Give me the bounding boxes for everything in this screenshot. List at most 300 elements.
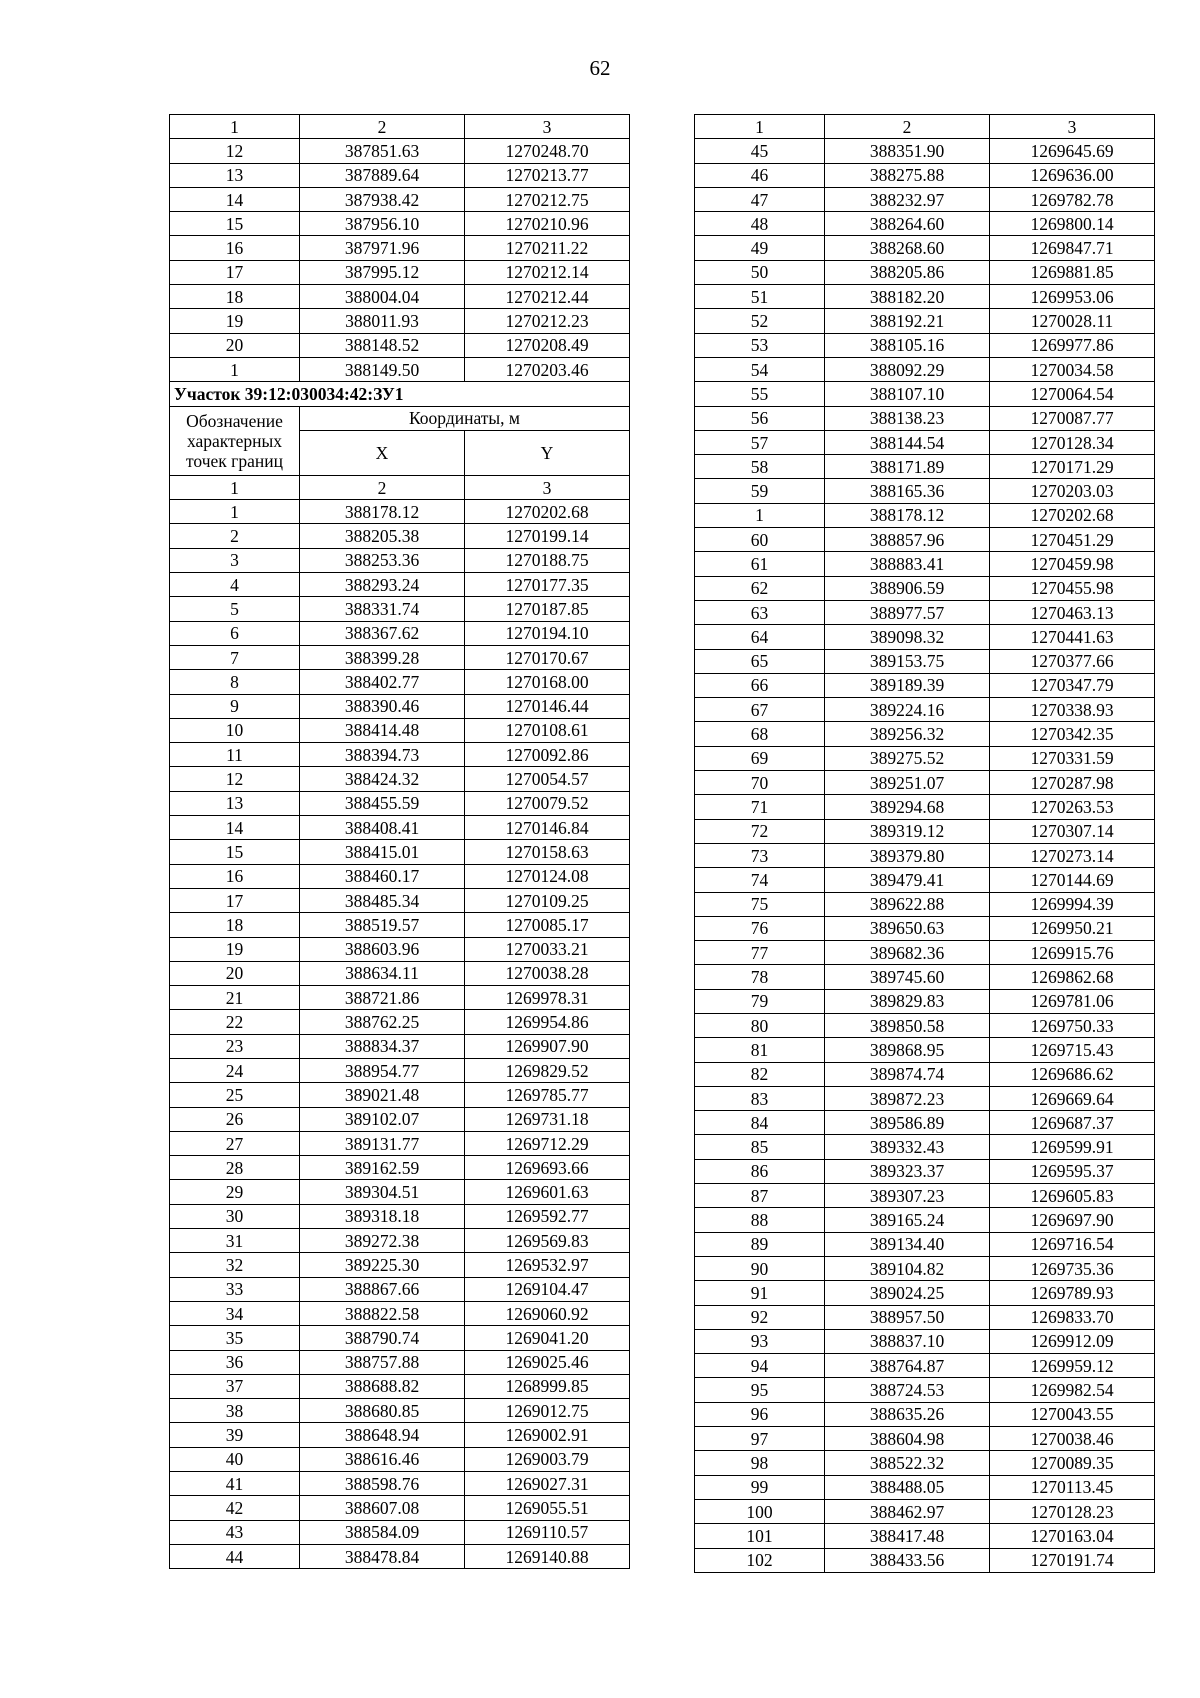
- table-row: [170, 986, 630, 1010]
- y-coordinate-cell: 1269636.00: [990, 163, 1155, 187]
- x-coordinate-cell: 388205.38: [300, 524, 465, 548]
- point-number-cell: 2: [170, 524, 300, 548]
- column-number-cell: 1: [695, 115, 825, 139]
- point-number-cell: 11: [170, 743, 300, 767]
- x-coordinate-cell: 388275.88: [825, 163, 990, 187]
- table-row: [170, 1277, 630, 1301]
- point-number-cell: 64: [695, 625, 825, 649]
- table-row: [695, 1427, 1155, 1451]
- y-coordinate-cell: 1270263.53: [990, 795, 1155, 819]
- column-number-cell: 3: [465, 475, 630, 499]
- point-number-cell: 20: [170, 961, 300, 985]
- y-coordinate-cell: 1269645.69: [990, 139, 1155, 163]
- y-coordinate-cell: 1270191.74: [990, 1548, 1155, 1572]
- point-number-cell: 16: [170, 864, 300, 888]
- point-number-cell: 31: [170, 1229, 300, 1253]
- table-row: [170, 548, 630, 572]
- table-row: [170, 309, 630, 333]
- column-number-row: [695, 115, 1155, 139]
- x-coordinate-cell: 387971.96: [300, 236, 465, 260]
- y-coordinate-cell: 1269735.36: [990, 1256, 1155, 1280]
- point-number-cell: 50: [695, 260, 825, 284]
- x-coordinate-cell: 389102.07: [300, 1107, 465, 1131]
- table-row: [170, 187, 630, 211]
- x-coordinate-cell: 388144.54: [825, 430, 990, 454]
- point-number-cell: 40: [170, 1447, 300, 1471]
- y-coordinate-cell: 1270208.49: [465, 333, 630, 357]
- y-coordinate-cell: 1269789.93: [990, 1281, 1155, 1305]
- y-coordinate-cell: 1270199.14: [465, 524, 630, 548]
- y-coordinate-cell: 1270128.34: [990, 430, 1155, 454]
- point-number-cell: 92: [695, 1305, 825, 1329]
- y-coordinate-cell: 1269140.88: [465, 1544, 630, 1568]
- point-number-cell: 42: [170, 1496, 300, 1520]
- point-number-cell: 25: [170, 1083, 300, 1107]
- y-coordinate-cell: 1269599.91: [990, 1135, 1155, 1159]
- x-coordinate-cell: 387851.63: [300, 139, 465, 163]
- table-row: [170, 621, 630, 645]
- point-number-cell: 8: [170, 670, 300, 694]
- x-coordinate-cell: 389318.18: [300, 1204, 465, 1228]
- y-coordinate-cell: 1270079.52: [465, 791, 630, 815]
- point-number-cell: 48: [695, 212, 825, 236]
- table-row: [170, 961, 630, 985]
- y-coordinate-cell: 1269782.78: [990, 187, 1155, 211]
- x-coordinate-cell: 389323.37: [825, 1159, 990, 1183]
- page-number: 62: [589, 56, 611, 80]
- table-row: [170, 840, 630, 864]
- table-row: [170, 260, 630, 284]
- point-number-cell: 77: [695, 941, 825, 965]
- table-row: [695, 1281, 1155, 1305]
- y-coordinate-cell: 1269978.31: [465, 986, 630, 1010]
- x-coordinate-cell: 388149.50: [300, 357, 465, 381]
- y-coordinate-cell: 1270211.22: [465, 236, 630, 260]
- parcel-title: Участок 39:12:030034:42:ЗУ1: [170, 382, 630, 406]
- x-coordinate-cell: 388367.62: [300, 621, 465, 645]
- point-number-cell: 13: [170, 163, 300, 187]
- table-row: [695, 868, 1155, 892]
- point-number-cell: 91: [695, 1281, 825, 1305]
- x-coordinate-cell: 388598.76: [300, 1472, 465, 1496]
- y-coordinate-cell: 1269697.90: [990, 1208, 1155, 1232]
- x-coordinate-cell: 388178.12: [300, 500, 465, 524]
- point-number-cell: 17: [170, 888, 300, 912]
- x-coordinate-cell: 388837.10: [825, 1329, 990, 1353]
- table-row: [695, 285, 1155, 309]
- y-coordinate-cell: 1270212.23: [465, 309, 630, 333]
- point-number-cell: 29: [170, 1180, 300, 1204]
- x-coordinate-cell: 388867.66: [300, 1277, 465, 1301]
- x-coordinate-cell: 388092.29: [825, 357, 990, 381]
- x-coordinate-cell: 389650.63: [825, 916, 990, 940]
- y-coordinate-cell: 1269977.86: [990, 333, 1155, 357]
- x-coordinate-cell: 388293.24: [300, 573, 465, 597]
- point-number-cell: 47: [695, 187, 825, 211]
- x-coordinate-cell: 388688.82: [300, 1374, 465, 1398]
- table-row: [695, 600, 1155, 624]
- table-row: [695, 916, 1155, 940]
- table-row: [695, 1184, 1155, 1208]
- table-row: [170, 1010, 630, 1034]
- y-coordinate-cell: 1270163.04: [990, 1524, 1155, 1548]
- y-coordinate-cell: 1270170.67: [465, 645, 630, 669]
- y-coordinate-cell: 1269601.63: [465, 1180, 630, 1204]
- table-row: [170, 1399, 630, 1423]
- table-row: [170, 743, 630, 767]
- x-coordinate-cell: 388433.56: [825, 1548, 990, 1572]
- point-number-cell: 100: [695, 1499, 825, 1523]
- table-row: [170, 1156, 630, 1180]
- point-number-cell: 19: [170, 309, 300, 333]
- point-number-cell: 63: [695, 600, 825, 624]
- table-row: [695, 1499, 1155, 1523]
- table-row: [170, 1204, 630, 1228]
- point-number-cell: 52: [695, 309, 825, 333]
- x-coordinate-cell: 389622.88: [825, 892, 990, 916]
- table-row: [695, 528, 1155, 552]
- y-coordinate-cell: 1270194.10: [465, 621, 630, 645]
- y-coordinate-cell: 1269669.64: [990, 1086, 1155, 1110]
- table-row: [170, 888, 630, 912]
- table-row: [695, 673, 1155, 697]
- point-number-cell: 68: [695, 722, 825, 746]
- point-number-cell: 86: [695, 1159, 825, 1183]
- y-coordinate-cell: 1270128.23: [990, 1499, 1155, 1523]
- table-row: [170, 1131, 630, 1155]
- table-row: [695, 1159, 1155, 1183]
- point-number-cell: 89: [695, 1232, 825, 1256]
- y-coordinate-cell: 1270028.11: [990, 309, 1155, 333]
- point-number-cell: 85: [695, 1135, 825, 1159]
- x-coordinate-cell: 388906.59: [825, 576, 990, 600]
- x-coordinate-cell: 388822.58: [300, 1301, 465, 1325]
- y-coordinate-cell: 1268999.85: [465, 1374, 630, 1398]
- x-coordinate-cell: 388390.46: [300, 694, 465, 718]
- table-row: [695, 989, 1155, 1013]
- table-row: [695, 1329, 1155, 1353]
- table-row: [170, 864, 630, 888]
- y-coordinate-cell: 1269716.54: [990, 1232, 1155, 1256]
- point-number-cell: 21: [170, 986, 300, 1010]
- table-row: [170, 1520, 630, 1544]
- table-row: [695, 795, 1155, 819]
- y-coordinate-cell: 1270331.59: [990, 746, 1155, 770]
- y-coordinate-cell: 1270038.46: [990, 1427, 1155, 1451]
- table-row: [695, 1135, 1155, 1159]
- table-row: [695, 1305, 1155, 1329]
- y-coordinate-cell: 1270203.03: [990, 479, 1155, 503]
- x-coordinate-cell: 389165.24: [825, 1208, 990, 1232]
- y-coordinate-cell: 1269715.43: [990, 1038, 1155, 1062]
- y-coordinate-cell: 1270033.21: [465, 937, 630, 961]
- table-row: [695, 1451, 1155, 1475]
- y-coordinate-cell: 1270124.08: [465, 864, 630, 888]
- point-number-cell: 71: [695, 795, 825, 819]
- x-coordinate-cell: 389682.36: [825, 941, 990, 965]
- point-number-cell: 62: [695, 576, 825, 600]
- point-number-cell: 15: [170, 212, 300, 236]
- point-number-cell: 93: [695, 1329, 825, 1353]
- y-coordinate-cell: 1270092.86: [465, 743, 630, 767]
- y-coordinate-cell: 1269041.20: [465, 1326, 630, 1350]
- table-row: [695, 1038, 1155, 1062]
- point-number-cell: 45: [695, 139, 825, 163]
- x-coordinate-cell: 387938.42: [300, 187, 465, 211]
- y-coordinate-cell: 1269027.31: [465, 1472, 630, 1496]
- point-number-cell: 39: [170, 1423, 300, 1447]
- column-number-cell: 2: [825, 115, 990, 139]
- table-row: [170, 500, 630, 524]
- y-coordinate-cell: 1270034.58: [990, 357, 1155, 381]
- y-coordinate-cell: 1270459.98: [990, 552, 1155, 576]
- y-coordinate-cell: 1270108.61: [465, 718, 630, 742]
- x-coordinate-cell: 389134.40: [825, 1232, 990, 1256]
- x-coordinate-cell: 388268.60: [825, 236, 990, 260]
- column-number-cell: 1: [170, 115, 300, 139]
- point-number-cell: 9: [170, 694, 300, 718]
- y-coordinate-cell: 1269953.06: [990, 285, 1155, 309]
- y-coordinate-cell: 1270347.79: [990, 673, 1155, 697]
- left-coordinates-table: [169, 114, 630, 1569]
- point-number-cell: 98: [695, 1451, 825, 1475]
- x-coordinate-cell: 388680.85: [300, 1399, 465, 1423]
- x-coordinate-cell: 388394.73: [300, 743, 465, 767]
- point-number-cell: 76: [695, 916, 825, 940]
- header-designation: Обозначение характерных точек границ: [170, 406, 300, 475]
- x-coordinate-cell: 388721.86: [300, 986, 465, 1010]
- header-x: X: [300, 430, 465, 475]
- point-number-cell: 36: [170, 1350, 300, 1374]
- point-number-cell: 44: [170, 1544, 300, 1568]
- table-row: [170, 1083, 630, 1107]
- table-row: [170, 1374, 630, 1398]
- point-number-cell: 70: [695, 771, 825, 795]
- x-coordinate-cell: 389275.52: [825, 746, 990, 770]
- y-coordinate-cell: 1269569.83: [465, 1229, 630, 1253]
- point-number-cell: 96: [695, 1402, 825, 1426]
- x-coordinate-cell: 387995.12: [300, 260, 465, 284]
- x-coordinate-cell: 387956.10: [300, 212, 465, 236]
- table-row: [170, 1326, 630, 1350]
- column-number-cell: 3: [990, 115, 1155, 139]
- x-coordinate-cell: 389024.25: [825, 1281, 990, 1305]
- point-number-cell: 94: [695, 1354, 825, 1378]
- x-coordinate-cell: 389225.30: [300, 1253, 465, 1277]
- table-row: [170, 1544, 630, 1568]
- x-coordinate-cell: 388331.74: [300, 597, 465, 621]
- point-number-cell: 67: [695, 698, 825, 722]
- point-number-cell: 37: [170, 1374, 300, 1398]
- x-coordinate-cell: 388462.97: [825, 1499, 990, 1523]
- point-number-cell: 1: [170, 500, 300, 524]
- y-coordinate-cell: 1270212.14: [465, 260, 630, 284]
- point-number-cell: 78: [695, 965, 825, 989]
- table-row: [170, 573, 630, 597]
- point-number-cell: 10: [170, 718, 300, 742]
- table-row: [170, 1301, 630, 1325]
- y-coordinate-cell: 1270248.70: [465, 139, 630, 163]
- table-row: [695, 455, 1155, 479]
- table-row: [170, 767, 630, 791]
- point-number-cell: 18: [170, 285, 300, 309]
- x-coordinate-cell: 388011.93: [300, 309, 465, 333]
- table-row: [695, 1256, 1155, 1280]
- x-coordinate-cell: 389304.51: [300, 1180, 465, 1204]
- point-number-cell: 1: [170, 357, 300, 381]
- table-row: [170, 139, 630, 163]
- y-coordinate-cell: 1270043.55: [990, 1402, 1155, 1426]
- point-number-cell: 83: [695, 1086, 825, 1110]
- point-number-cell: 49: [695, 236, 825, 260]
- point-number-cell: 24: [170, 1058, 300, 1082]
- table-row: [170, 791, 630, 815]
- y-coordinate-cell: 1269012.75: [465, 1399, 630, 1423]
- column-number-cell: 2: [300, 475, 465, 499]
- point-number-cell: 59: [695, 479, 825, 503]
- point-number-cell: 4: [170, 573, 300, 597]
- x-coordinate-cell: 389874.74: [825, 1062, 990, 1086]
- x-coordinate-cell: 388954.77: [300, 1058, 465, 1082]
- y-coordinate-cell: 1269833.70: [990, 1305, 1155, 1329]
- right-table-body: [695, 115, 1155, 1573]
- table-row: [170, 1447, 630, 1471]
- y-coordinate-cell: 1270273.14: [990, 843, 1155, 867]
- table-row: [170, 1058, 630, 1082]
- x-coordinate-cell: 388351.90: [825, 139, 990, 163]
- point-number-cell: 14: [170, 816, 300, 840]
- y-coordinate-cell: 1269055.51: [465, 1496, 630, 1520]
- y-coordinate-cell: 1269912.09: [990, 1329, 1155, 1353]
- point-number-cell: 20: [170, 333, 300, 357]
- table-row: [170, 1496, 630, 1520]
- table-row: [170, 937, 630, 961]
- y-coordinate-cell: 1270338.93: [990, 698, 1155, 722]
- x-coordinate-cell: 388883.41: [825, 552, 990, 576]
- table-row: [695, 212, 1155, 236]
- y-coordinate-cell: 1269003.79: [465, 1447, 630, 1471]
- table-row: [170, 212, 630, 236]
- table-row: [695, 1062, 1155, 1086]
- y-coordinate-cell: 1270287.98: [990, 771, 1155, 795]
- table-row: [695, 649, 1155, 673]
- point-number-cell: 79: [695, 989, 825, 1013]
- x-coordinate-cell: 388004.04: [300, 285, 465, 309]
- x-coordinate-cell: 388182.20: [825, 285, 990, 309]
- y-coordinate-cell: 1269595.37: [990, 1159, 1155, 1183]
- right-coordinates-table: [694, 114, 1155, 1573]
- point-number-cell: 35: [170, 1326, 300, 1350]
- point-number-cell: 5: [170, 597, 300, 621]
- x-coordinate-cell: 388757.88: [300, 1350, 465, 1374]
- x-coordinate-cell: 388264.60: [825, 212, 990, 236]
- point-number-cell: 101: [695, 1524, 825, 1548]
- table-row: [695, 625, 1155, 649]
- x-coordinate-cell: 389189.39: [825, 673, 990, 697]
- y-coordinate-cell: 1269060.92: [465, 1301, 630, 1325]
- y-coordinate-cell: 1270038.28: [465, 961, 630, 985]
- x-coordinate-cell: 388762.25: [300, 1010, 465, 1034]
- x-coordinate-cell: 389104.82: [825, 1256, 990, 1280]
- x-coordinate-cell: 388519.57: [300, 913, 465, 937]
- y-coordinate-cell: 1270455.98: [990, 576, 1155, 600]
- table-row: [170, 1253, 630, 1277]
- table-row: [170, 694, 630, 718]
- x-coordinate-cell: 388616.46: [300, 1447, 465, 1471]
- table-row: [695, 503, 1155, 527]
- y-coordinate-cell: 1269712.29: [465, 1131, 630, 1155]
- point-number-cell: 41: [170, 1472, 300, 1496]
- point-number-cell: 12: [170, 139, 300, 163]
- y-coordinate-cell: 1270188.75: [465, 548, 630, 572]
- x-coordinate-cell: 388834.37: [300, 1034, 465, 1058]
- x-coordinate-cell: 388408.41: [300, 816, 465, 840]
- y-coordinate-cell: 1270463.13: [990, 600, 1155, 624]
- y-coordinate-cell: 1270451.29: [990, 528, 1155, 552]
- header-coordinates: Координаты, м: [300, 406, 630, 430]
- y-coordinate-cell: 1270113.45: [990, 1475, 1155, 1499]
- x-coordinate-cell: 389479.41: [825, 868, 990, 892]
- point-number-cell: 14: [170, 187, 300, 211]
- table-row: [695, 746, 1155, 770]
- table-row: [170, 1180, 630, 1204]
- table-row: [695, 1208, 1155, 1232]
- point-number-cell: 87: [695, 1184, 825, 1208]
- table-row: [695, 892, 1155, 916]
- x-coordinate-cell: 389153.75: [825, 649, 990, 673]
- x-coordinate-cell: 388107.10: [825, 382, 990, 406]
- point-number-cell: 46: [695, 163, 825, 187]
- point-number-cell: 1: [695, 503, 825, 527]
- x-coordinate-cell: 388957.50: [825, 1305, 990, 1329]
- point-number-cell: 22: [170, 1010, 300, 1034]
- table-row: [170, 645, 630, 669]
- x-coordinate-cell: 388232.97: [825, 187, 990, 211]
- x-coordinate-cell: 388399.28: [300, 645, 465, 669]
- x-coordinate-cell: 388171.89: [825, 455, 990, 479]
- x-coordinate-cell: 388148.52: [300, 333, 465, 357]
- table-row: [170, 1472, 630, 1496]
- y-coordinate-cell: 1269847.71: [990, 236, 1155, 260]
- x-coordinate-cell: 389850.58: [825, 1013, 990, 1037]
- table-row: [695, 1232, 1155, 1256]
- y-coordinate-cell: 1270212.75: [465, 187, 630, 211]
- x-coordinate-cell: 389251.07: [825, 771, 990, 795]
- point-number-cell: 82: [695, 1062, 825, 1086]
- x-coordinate-cell: 389868.95: [825, 1038, 990, 1062]
- x-coordinate-cell: 388648.94: [300, 1423, 465, 1447]
- x-coordinate-cell: 388424.32: [300, 767, 465, 791]
- point-number-cell: 12: [170, 767, 300, 791]
- x-coordinate-cell: 388485.34: [300, 888, 465, 912]
- point-number-cell: 27: [170, 1131, 300, 1155]
- table-row: [695, 139, 1155, 163]
- table-row: [695, 771, 1155, 795]
- y-coordinate-cell: 1270377.66: [990, 649, 1155, 673]
- x-coordinate-cell: 389162.59: [300, 1156, 465, 1180]
- table-row: [695, 382, 1155, 406]
- y-coordinate-cell: 1270168.00: [465, 670, 630, 694]
- y-coordinate-cell: 1270085.17: [465, 913, 630, 937]
- y-coordinate-cell: 1270109.25: [465, 888, 630, 912]
- point-number-cell: 80: [695, 1013, 825, 1037]
- x-coordinate-cell: 389224.16: [825, 698, 990, 722]
- table-row: [170, 718, 630, 742]
- x-coordinate-cell: 389745.60: [825, 965, 990, 989]
- table-row: [170, 913, 630, 937]
- table-row: [170, 1034, 630, 1058]
- x-coordinate-cell: 388724.53: [825, 1378, 990, 1402]
